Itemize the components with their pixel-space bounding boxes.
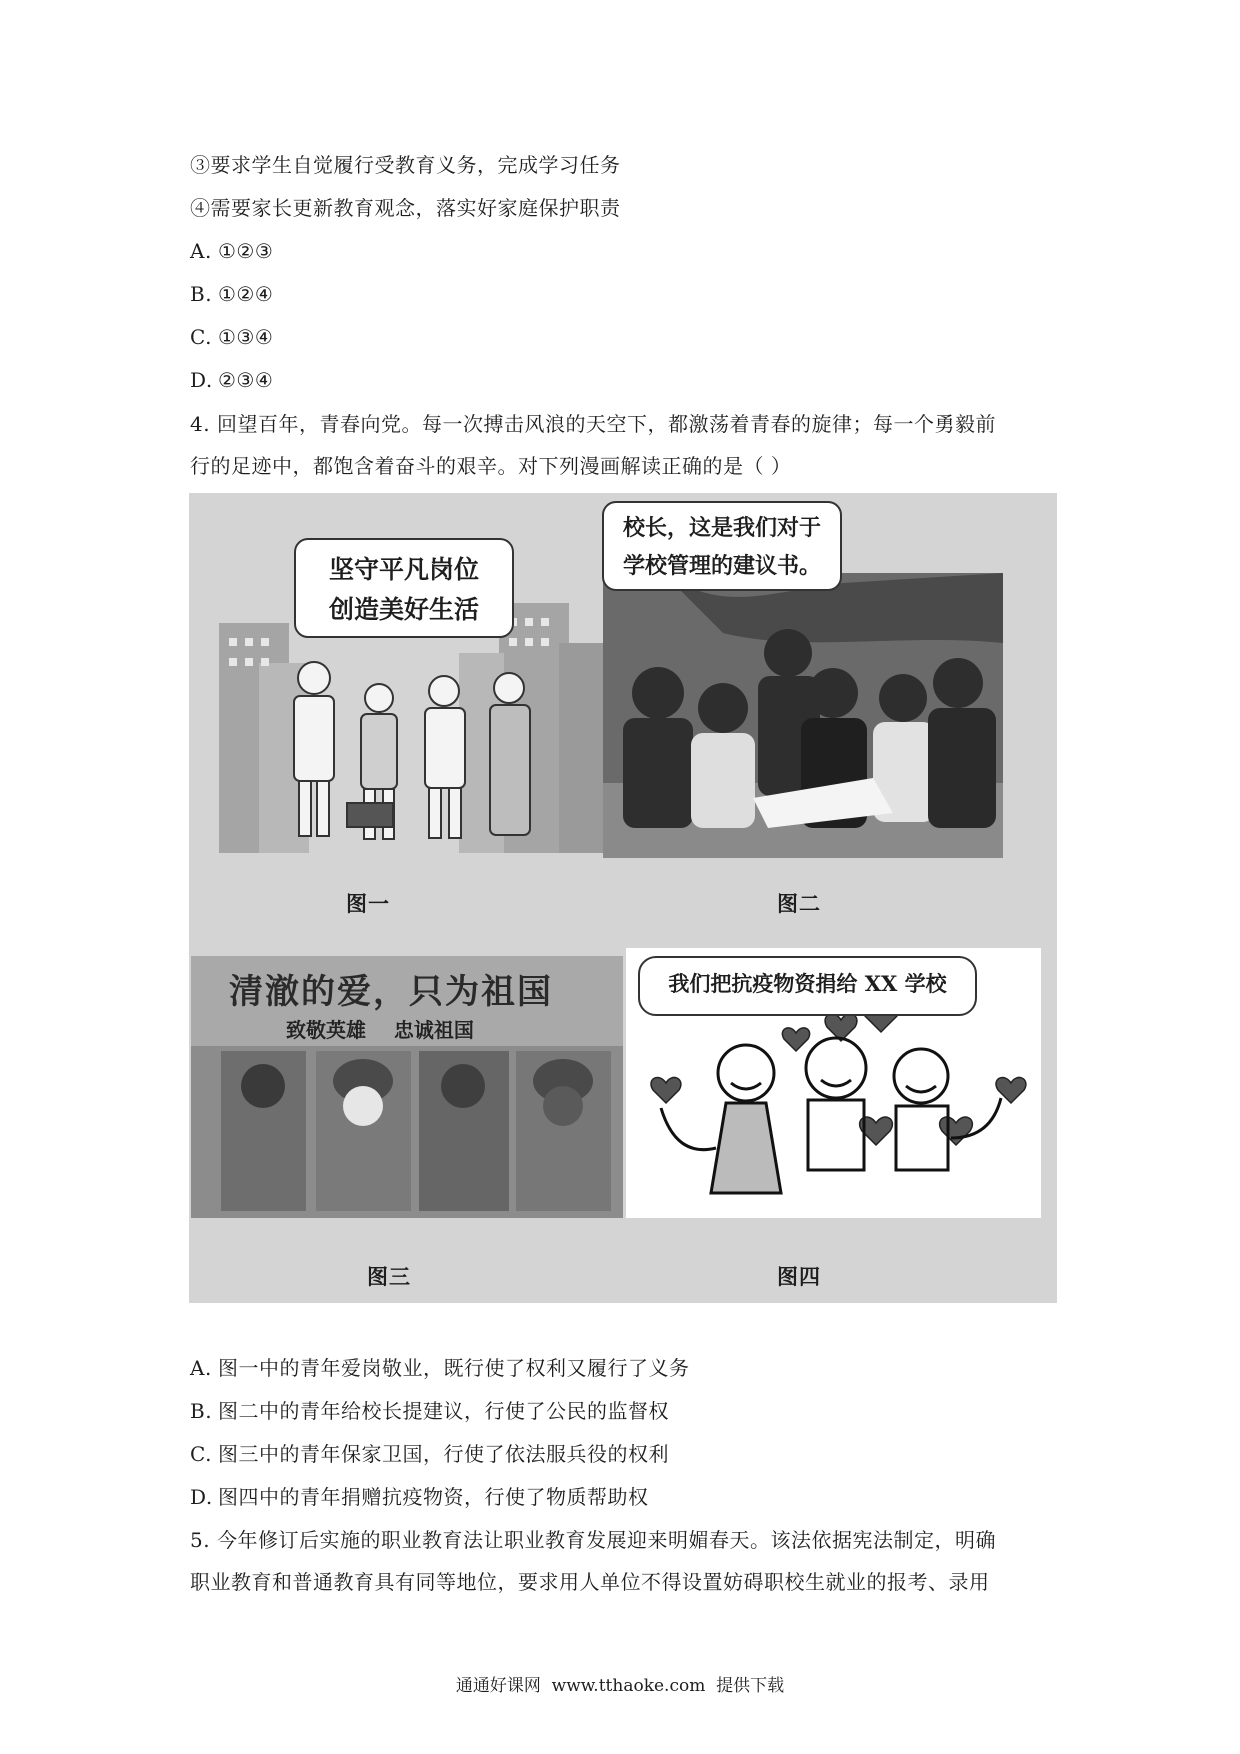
figure-3-poster (191, 956, 623, 1218)
q4-option-a (190, 1353, 690, 1383)
statement-3: ③要求学生自觉履行受教育义务，完成学习任务 (190, 153, 621, 177)
q5-stem-line-2: 职业教育和普通教育具有同等地位，要求用人单位不得设置妨碍职校生就业的报考、录用 (190, 1570, 990, 1594)
option-text: 图二中的青年给校长提建议，行使了公民的监督权 (218, 1399, 669, 1423)
option-text: ①②③ (218, 239, 274, 263)
option-letter: A. (190, 239, 212, 263)
option-text: ①②④ (218, 282, 274, 306)
bubble-line: 创造美好生活 (328, 595, 479, 624)
figure-3-banner: 清澈的爱，只为祖国 (229, 972, 553, 1012)
figure-1-speech-bubble (294, 538, 514, 638)
q4-option-b (190, 1396, 669, 1426)
option-letter: A. (190, 1356, 212, 1380)
option-letter: B. (190, 1399, 213, 1423)
comic-figure-panel (189, 493, 1057, 1303)
option-text: 图一中的青年爱岗敬业，既行使了权利又履行了义务 (218, 1356, 690, 1380)
q3-option-a (190, 236, 273, 266)
page-footer: 通通好课网 www.tthaoke.com 提供下载 (455, 1676, 785, 1696)
q3-option-d (190, 365, 273, 395)
bubble-line: 坚守平凡岗位 (328, 555, 479, 584)
bubble-line: 校长，这是我们对于 (622, 515, 821, 541)
option-letter: D. (190, 1485, 213, 1509)
figure-1-illustration (199, 503, 609, 855)
q4-stem-line-1: 4. 回望百年，青春向党。每一次搏击风浪的天空下，都激荡着青春的旋律；每一个勇毅前 (190, 412, 996, 436)
option-text: 图四中的青年捐赠抗疫物资，行使了物质帮助权 (218, 1485, 649, 1509)
option-text: 图三中的青年保家卫国，行使了依法服兵役的权利 (218, 1442, 669, 1466)
q4-stem-line-2: 行的足迹中，都饱含着奋斗的艰辛。对下列漫画解读正确的是（ ） (190, 454, 792, 478)
q3-option-b (190, 279, 273, 309)
figure-1-caption: 图一 (346, 891, 390, 916)
figure-2-speech-bubble (602, 501, 842, 591)
figure-4-caption: 图四 (777, 1264, 821, 1289)
q5-stem-line-1: 5. 今年修订后实施的职业教育法让职业教育发展迎来明媚春天。该法依据宪法制定，明确 (190, 1528, 996, 1552)
option-letter: C. (190, 325, 212, 349)
option-text: ①③④ (218, 325, 274, 349)
bubble-line: 学校管理的建议书。 (622, 553, 821, 579)
option-letter: D. (190, 368, 213, 392)
q3-option-c (190, 322, 273, 352)
figure-4-speech-bubble: 我们把抗疫物资捐给 XX 学校 (638, 956, 977, 1016)
statement-4: ④需要家长更新教育观念，落实好家庭保护职责 (190, 196, 621, 220)
option-letter: B. (190, 282, 213, 306)
option-letter: C. (190, 1442, 212, 1466)
figure-3-caption: 图三 (367, 1264, 411, 1289)
figure-4-cartoon (626, 948, 1041, 1218)
students-principal-photo (603, 573, 1003, 858)
figure-2-photo (603, 573, 1003, 858)
figure-3-slogan: 致敬英雄 忠诚祖国 (286, 1018, 474, 1042)
q4-option-c (190, 1439, 669, 1469)
q4-option-d (190, 1482, 649, 1512)
option-text: ②③④ (218, 368, 274, 392)
figure-2-caption: 图二 (777, 891, 821, 916)
